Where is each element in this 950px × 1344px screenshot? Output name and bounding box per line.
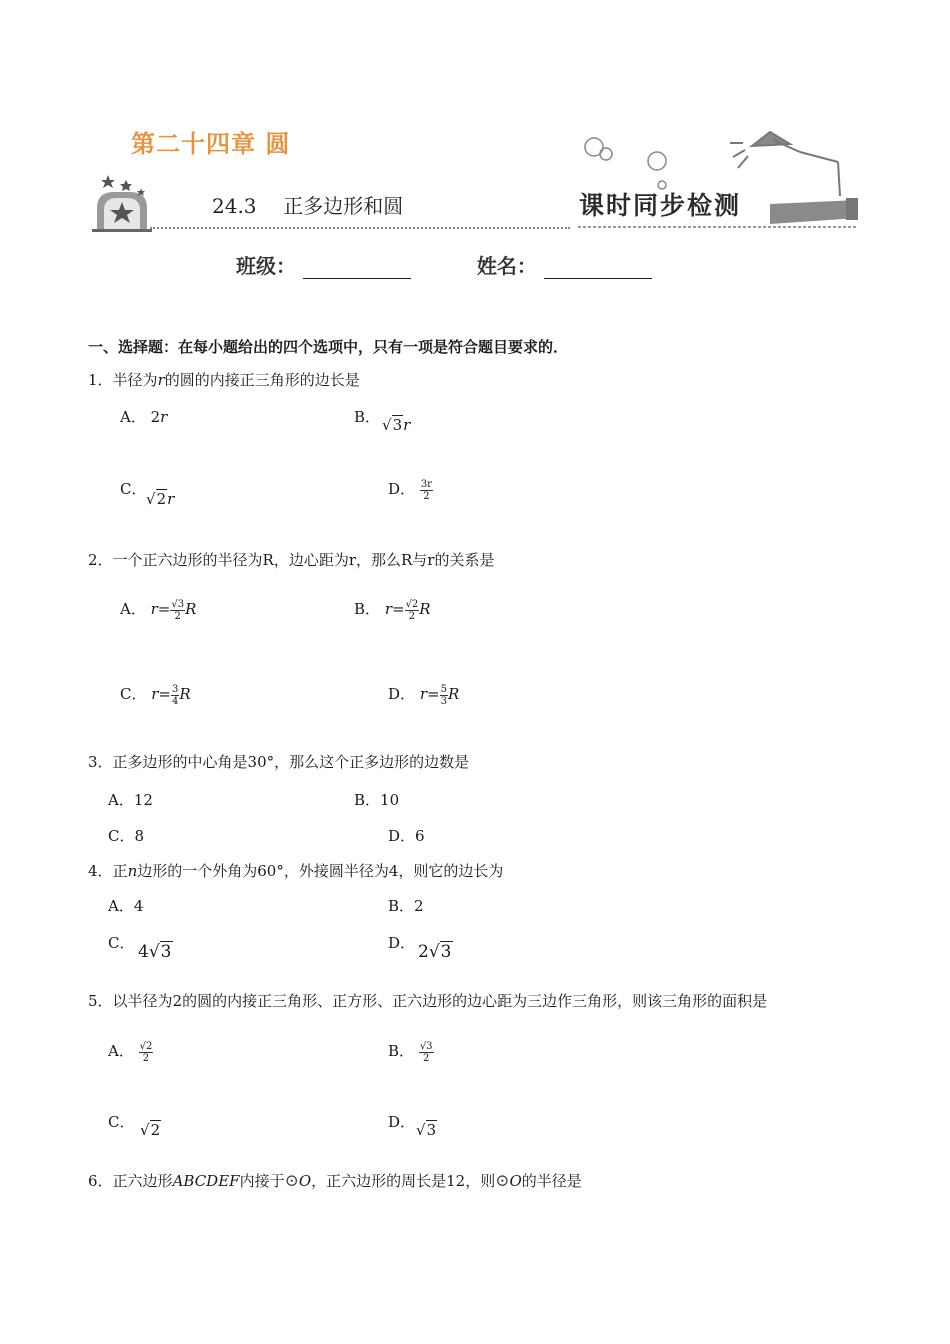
question-var: n xyxy=(127,862,138,880)
question-4 xyxy=(88,860,503,881)
q2-option-c[interactable] xyxy=(120,683,191,707)
numerator: √2 xyxy=(405,598,419,610)
radicand: 3 xyxy=(392,416,403,434)
star-badge-icon xyxy=(92,175,152,232)
radicand: 2 xyxy=(150,1121,161,1139)
option-value: 8 xyxy=(134,827,145,845)
option-label: B． xyxy=(388,1042,415,1060)
option-label: D． xyxy=(388,685,416,703)
chapter-title: 第二十四章 圆 xyxy=(131,130,291,158)
circle-icon: ⊙ xyxy=(284,1171,299,1191)
q2-option-a[interactable] xyxy=(120,598,196,622)
option-label: D． xyxy=(388,1113,416,1131)
numerator: √3 xyxy=(419,1040,433,1052)
numerator: 3r xyxy=(420,478,432,490)
section-title: 正多边形和圆 xyxy=(283,194,404,218)
desk-lamp-icon xyxy=(730,132,840,196)
option-lhs: r= xyxy=(419,685,440,703)
class-name-row xyxy=(236,250,652,279)
sqrt-icon: √3 xyxy=(148,942,172,962)
question-number: 1． xyxy=(88,371,113,389)
option-label: D． xyxy=(388,827,416,845)
fraction xyxy=(139,1041,154,1064)
radicand: 3 xyxy=(440,942,452,962)
q3-option-c[interactable] xyxy=(108,825,144,846)
coefficient: 4 xyxy=(138,942,149,962)
q1-option-b[interactable] xyxy=(354,406,380,427)
option-value: 4 xyxy=(133,897,144,915)
q3-option-b[interactable] xyxy=(354,789,399,810)
q1-option-a[interactable] xyxy=(120,406,167,427)
q5-option-d-value xyxy=(416,1121,437,1139)
option-label: C． xyxy=(108,1113,135,1131)
denominator: 2 xyxy=(142,1052,150,1064)
option-label: B． xyxy=(354,408,381,426)
option-label: A． xyxy=(120,408,146,426)
option-lhs: r= xyxy=(384,600,405,618)
fraction xyxy=(405,599,420,622)
option-label: B． xyxy=(388,897,415,915)
fraction xyxy=(419,1041,434,1064)
q1-option-d[interactable] xyxy=(388,478,433,502)
q5-option-c-value xyxy=(140,1121,161,1139)
bubbles-icon xyxy=(585,138,666,189)
q3-option-a[interactable] xyxy=(108,789,153,810)
class-blank[interactable] xyxy=(303,258,411,279)
sqrt-icon: √3 xyxy=(416,1121,437,1139)
option-label: D． xyxy=(388,934,416,952)
fraction xyxy=(440,684,448,707)
q5-option-a[interactable] xyxy=(108,1040,153,1064)
option-var: r xyxy=(160,408,168,426)
question-text: 的半径是 xyxy=(521,1172,582,1190)
option-value: 2 xyxy=(150,408,161,426)
denominator: 3 xyxy=(440,695,447,707)
question-text: 半径为 xyxy=(112,371,158,389)
option-label: A． xyxy=(120,600,146,618)
q4-option-b[interactable] xyxy=(388,895,424,916)
class-label: 班级： xyxy=(236,254,296,278)
denominator: 2 xyxy=(174,610,181,622)
name-label: 姓名： xyxy=(476,254,537,278)
option-value: 6 xyxy=(415,827,425,845)
q5-option-b[interactable] xyxy=(388,1040,434,1064)
option-label: D． xyxy=(388,480,416,498)
option-lhs: r= xyxy=(150,600,171,618)
option-var: r xyxy=(403,416,411,434)
q4-option-d-value xyxy=(418,942,453,962)
question-number: 2． xyxy=(88,551,113,569)
question-text: ，正六边形的周长是12，则 xyxy=(311,1172,496,1190)
fraction xyxy=(170,599,185,622)
q1-option-c-value xyxy=(146,490,174,508)
denominator: 2 xyxy=(408,610,416,622)
name-blank[interactable] xyxy=(544,258,652,279)
option-label: C． xyxy=(108,934,135,952)
denominator: 2 xyxy=(422,1052,430,1064)
section-instructions: 一、选择题：在每小题给出的四个选项中，只有一项是符合题目要求的． xyxy=(88,338,569,356)
option-label: B． xyxy=(354,791,381,809)
radicand: 2 xyxy=(156,490,167,508)
q5-option-d[interactable] xyxy=(388,1111,415,1132)
option-label: C． xyxy=(108,827,135,845)
option-label: A． xyxy=(108,1042,134,1060)
option-rhs: R xyxy=(447,685,460,703)
option-var: r xyxy=(167,490,175,508)
sqrt-icon: √2 xyxy=(146,490,167,508)
question-1 xyxy=(88,369,360,390)
question-text: 边形的一个外角为60°，外接圆半径为4，则它的边长为 xyxy=(137,862,504,880)
question-text: 一个正六边形的半径为R，边心距为r，那么R与r的关系是 xyxy=(112,551,495,569)
option-label: C． xyxy=(120,480,147,498)
numerator: 3 xyxy=(172,683,179,695)
question-number: 5． xyxy=(88,992,113,1010)
q5-option-c[interactable] xyxy=(108,1111,134,1132)
question-var: ABCDEF xyxy=(172,1172,240,1190)
option-rhs: R xyxy=(419,600,431,618)
header-dotted-rule xyxy=(150,227,570,229)
q2-option-b[interactable] xyxy=(354,598,431,622)
question-2 xyxy=(88,549,494,570)
question-text: 正六边形 xyxy=(112,1172,173,1190)
banner-title: 课时同步检测 xyxy=(579,191,742,220)
q4-option-c-value xyxy=(138,942,173,962)
radicand: 3 xyxy=(160,942,172,962)
option-label: A． xyxy=(108,791,134,809)
radicand: 3 xyxy=(426,1121,437,1139)
denominator: 4 xyxy=(172,695,179,707)
question-number: 4． xyxy=(88,862,113,880)
q4-option-a[interactable] xyxy=(108,895,143,916)
question-5 xyxy=(88,990,767,1011)
option-value: 12 xyxy=(133,791,153,809)
numerator: √2 xyxy=(139,1040,153,1052)
circle-var: O xyxy=(509,1172,522,1190)
sqrt-icon: √3 xyxy=(382,416,403,434)
question-text: 正多边形的中心角是30°，那么这个正多边形的边数是 xyxy=(112,753,470,771)
circle-icon: ⊙ xyxy=(495,1171,510,1191)
q1-option-b-value xyxy=(382,416,410,434)
option-label: A． xyxy=(108,897,134,915)
q4-option-d[interactable] xyxy=(388,932,415,953)
option-rhs: R xyxy=(185,600,197,618)
q2-option-d[interactable] xyxy=(388,683,459,707)
question-var: r xyxy=(157,371,165,389)
numerator: 5 xyxy=(440,683,447,695)
section-heading-line xyxy=(212,190,403,219)
sqrt-icon: √3 xyxy=(428,942,452,962)
sqrt-icon: √2 xyxy=(140,1121,161,1139)
question-number: 3． xyxy=(88,753,113,771)
q4-option-c[interactable] xyxy=(108,932,134,953)
option-value: 2 xyxy=(414,897,424,915)
question-3 xyxy=(88,751,469,772)
coefficient: 2 xyxy=(418,942,429,962)
option-label: B． xyxy=(354,600,381,618)
question-number: 6． xyxy=(88,1172,113,1190)
option-value: 10 xyxy=(380,791,400,809)
q3-option-d[interactable] xyxy=(388,825,425,846)
question-6 xyxy=(88,1170,582,1191)
section-number: 24.3 xyxy=(212,194,257,218)
option-rhs: R xyxy=(179,685,191,703)
question-text: 的圆的内接正三角形的边长是 xyxy=(164,371,360,389)
question-text: 内接于 xyxy=(239,1172,285,1190)
numerator: √3 xyxy=(171,598,185,610)
fraction xyxy=(420,479,433,502)
question-text: 正 xyxy=(112,862,128,880)
option-label: C． xyxy=(120,685,147,703)
q1-option-c[interactable] xyxy=(120,478,146,499)
circle-var: O xyxy=(298,1172,312,1190)
question-text: 以半径为2的圆的内接正三角形、正方形、正六边形的边心距为三边作三角形，则该三角形的面积是 xyxy=(112,992,768,1010)
denominator: 2 xyxy=(423,490,430,502)
option-lhs: r= xyxy=(151,685,172,703)
